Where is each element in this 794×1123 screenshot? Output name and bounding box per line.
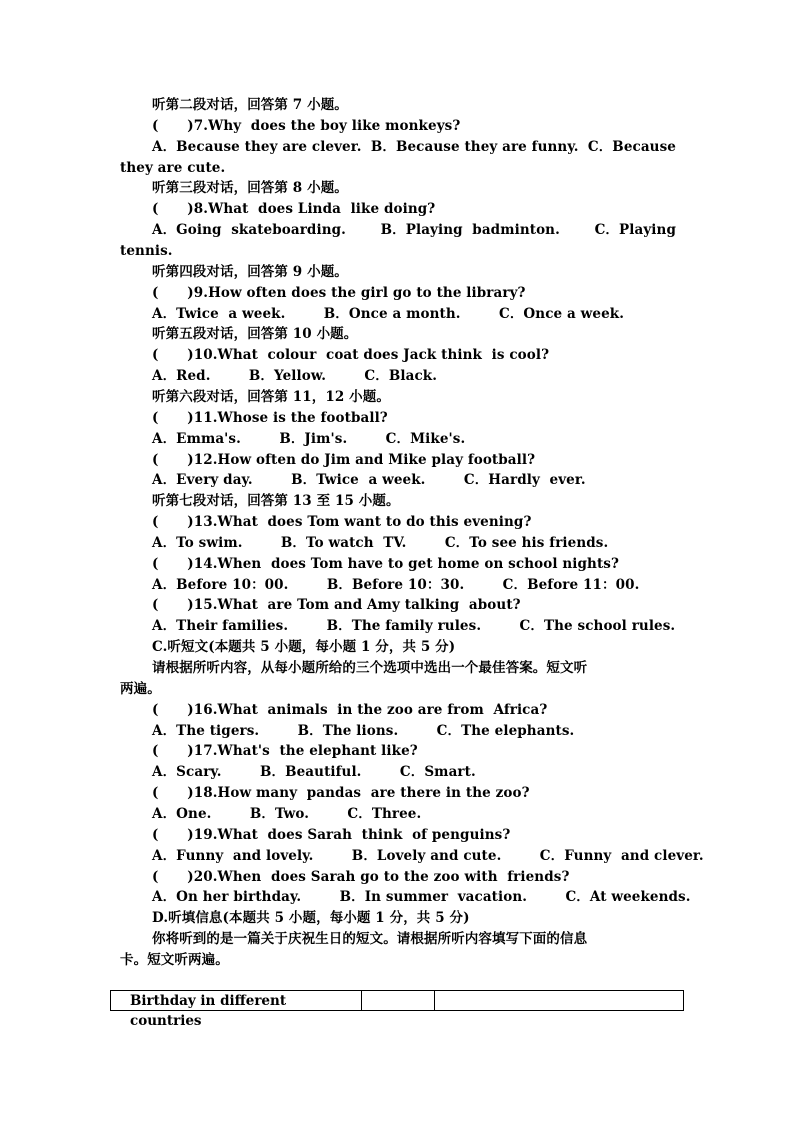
- text-line: A．Before 10：00. B．Before 10：30. C．Before 11：00.: [152, 576, 640, 593]
- text-line: ( )14.When does Tom have to get home on school nights?: [152, 555, 619, 572]
- text-line: 听第七段对话，回答第 13 至 15 小题。: [152, 493, 400, 510]
- text-line: 两遍。: [120, 680, 161, 697]
- option-text: B．Because they are funny.: [370, 138, 579, 155]
- text-line: ( )7.Why does the boy like monkeys?: [152, 117, 461, 134]
- text-line: A．Twice a week. B．Once a month. C．Once a week.: [152, 305, 625, 322]
- text-line: A．Scary. B．Beautiful. C．Smart.: [152, 764, 476, 781]
- text-line: A．Red. B．Yellow. C．Black.: [152, 368, 438, 385]
- text-line: ( )12.How often do Jim and Mike play football?: [152, 451, 536, 468]
- text-line: 听第六段对话，回答第 11，12 小题。: [152, 388, 390, 405]
- info-card-table: [110, 990, 684, 1029]
- table-cell: [362, 991, 435, 1010]
- text-line: ( )20.When does Sarah go to the zoo with friends?: [152, 868, 570, 885]
- option-text: C．Playing: [594, 222, 676, 239]
- text-line: ( )11.Whose is the football?: [152, 409, 388, 426]
- text-line: ( )10.What colour coat does Jack think is cool?: [152, 347, 550, 364]
- text-line: ( )8.What does Linda like doing?: [152, 201, 436, 218]
- option-text: B．Playing badminton.: [380, 222, 560, 239]
- text-line: D.听填信息(本题共 5 小题，每小题 1 分，共 5 分): [152, 910, 470, 927]
- text-line: ( )13.What does Tom want to do this evening?: [152, 514, 532, 530]
- text-line: A．One. B．Two. C．Three.: [152, 805, 422, 822]
- text-line: A．Emma's. B．Jim's. C．Mike's.: [152, 430, 466, 447]
- option-text: C．Because: [587, 138, 676, 155]
- text-line: A．Their families. B．The family rules. C．The school rules.: [152, 618, 676, 635]
- text-line: A．Funny and lovely. B．Lovely and cute. C．Funny and clever.: [152, 847, 704, 864]
- text-line: 听第五段对话，回答第 10 小题。: [152, 326, 358, 343]
- text-line: tennis.: [120, 243, 173, 259]
- text-line: ( )18.How many pandas are there in the zoo?: [152, 785, 530, 802]
- text-line: A．To swim. B．To watch TV. C．To see his friends.: [152, 534, 609, 551]
- text-line: A．Every day. B．Twice a week. C．Hardly ever.: [152, 472, 586, 489]
- text-line: 听第二段对话，回答第 7 小题。: [152, 97, 348, 113]
- text-line: C.听短文(本题共 5 小题，每小题 1 分，共 5 分): [152, 639, 456, 656]
- answer-options-line: [152, 220, 676, 240]
- text-line: ( )19.What does Sarah think of penguins?: [152, 826, 511, 843]
- text-line: ( )15.What are Tom and Amy talking about?: [152, 597, 521, 614]
- text-line: 你将听到的是一篇关于庆祝生日的短文。请根据所听内容填写下面的信息: [152, 931, 588, 947]
- text-line: A．The tigers. B．The lions. C．The elephants.: [152, 722, 575, 739]
- text-line: ( )16.What animals in the zoo are from Africa?: [152, 701, 548, 718]
- text-line: they are cute.: [120, 159, 226, 176]
- answer-options-line: [152, 137, 676, 157]
- table-header-cell: Birthday in different countries: [111, 991, 362, 1010]
- text-line: A．On her birthday. B．In summer vacation. C．At weekends.: [152, 889, 691, 906]
- text-line: 卡。短文听两遍。: [120, 951, 229, 968]
- text-line: 听第三段对话，回答第 8 小题。: [152, 180, 348, 197]
- table-cell: [435, 991, 683, 1010]
- text-line: 听第四段对话，回答第 9 小题。: [152, 263, 348, 280]
- option-text: A．Going skateboarding.: [152, 222, 346, 239]
- text-line: ( )17.What's the elephant like?: [152, 743, 418, 760]
- option-text: A．Because they are clever.: [152, 138, 362, 155]
- text-line: ( )9.How often does the girl go to the library?: [152, 284, 526, 301]
- text-line: 请根据所听内容，从每小题所给的三个选项中选出一个最佳答案。短文听: [152, 660, 588, 676]
